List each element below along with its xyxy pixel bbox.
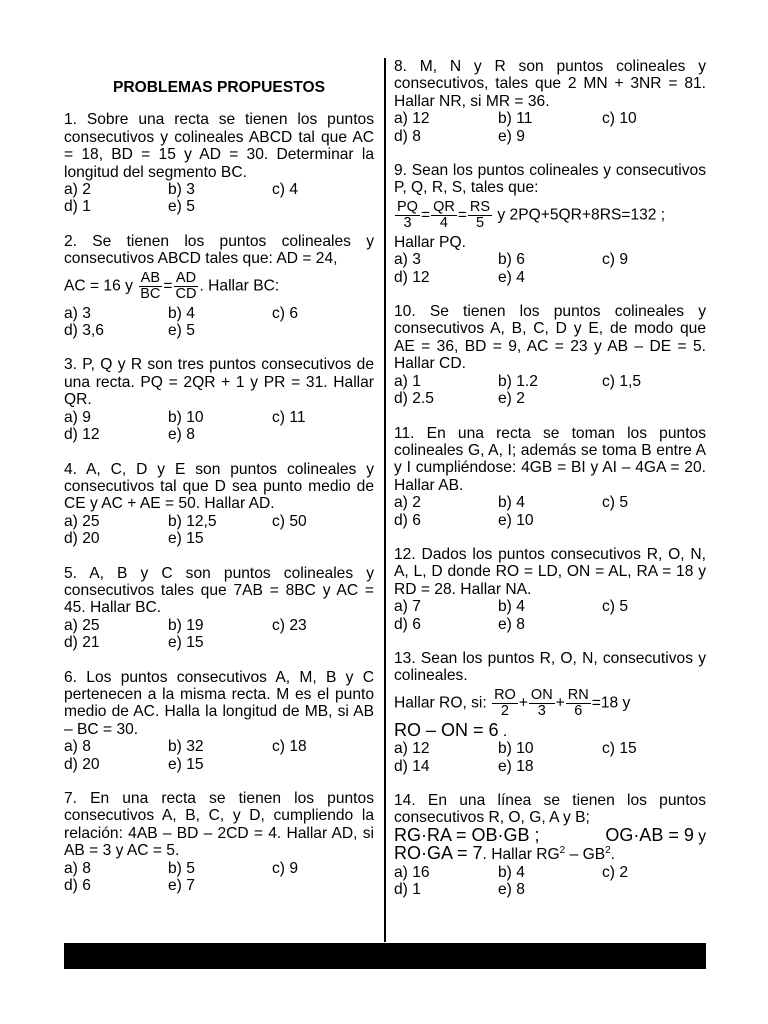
equation-tail: y 2PQ+5QR+8RS=132 ; (493, 206, 666, 224)
equation-and: y (693, 827, 706, 845)
problem-question: Hallar PQ. (394, 233, 466, 251)
option-a: a) 25 (64, 616, 100, 634)
option-e: e) 8 (498, 615, 525, 633)
option-c: c) 10 (602, 110, 637, 128)
answer-options (394, 373, 706, 408)
option-b: b) 3 (168, 181, 195, 199)
option-c: c) 9 (272, 859, 298, 877)
option-e: e) 7 (168, 877, 195, 895)
problem-statement: 10. Se tienen los puntos colineales y consecutivos A, B, C, D y E, de modo que AE = 36, BD = 9, AC = 23 y AB – DE = 5. Hallar CD. (394, 303, 706, 373)
option-b: b) 6 (498, 251, 525, 269)
denominator: 5 (475, 214, 485, 231)
equation-rhs: =18 y (591, 694, 631, 712)
equation-end: . (498, 722, 508, 740)
denominator: 3 (403, 214, 412, 231)
numerator: AD (175, 269, 197, 286)
answer-options (394, 864, 706, 899)
equals-sign: = (457, 206, 467, 224)
problem-statement: 3. P, Q y R son tres puntos consecutivos de una recta. PQ = 2QR + 1 y PR = 31. Hallar QR. (64, 356, 374, 409)
denominator: 2 (500, 702, 509, 719)
plus-sign: + (555, 694, 565, 712)
option-c: c) 9 (602, 251, 628, 269)
fraction-ad-cd (174, 271, 199, 302)
option-e: e) 5 (168, 198, 195, 216)
problem-14 (394, 792, 706, 898)
problem-statement: 12. Dados los puntos consecutivos R, O, N, A, L, D donde RO = LD, ON = AL, RA = 18 y RD = 28. Hallar NA. (394, 545, 706, 598)
option-d: d) 20 (64, 530, 100, 548)
problem-statement: 8. M, N y R son puntos colineales y consecutivos, tales que 2 MN + 3NR = 81. Hallar NR, si MR = 36. (394, 58, 706, 110)
option-b: b) 12,5 (168, 512, 217, 530)
option-b: b) 19 (168, 616, 204, 634)
option-b: b) 4 (498, 494, 525, 512)
question-part-3: . (610, 846, 616, 864)
option-d: d) 8 (394, 127, 421, 145)
equation-ro-on: RO – ON = 6 (394, 719, 499, 740)
option-a: a) 9 (64, 408, 91, 426)
equation-line-2 (394, 845, 706, 863)
option-c: c) 50 (272, 512, 307, 530)
option-e: e) 5 (168, 322, 195, 340)
answer-options (64, 617, 374, 652)
numerator: RO (494, 686, 516, 703)
answer-options (64, 181, 374, 216)
problem-6 (64, 669, 374, 773)
denominator: CD (175, 285, 197, 302)
option-e: e) 10 (498, 511, 534, 529)
option-b: b) 4 (498, 863, 525, 881)
fraction-rn (566, 688, 591, 719)
equals-sign: = (163, 277, 173, 295)
problem-12 (394, 546, 706, 633)
option-b: b) 5 (168, 859, 195, 877)
footer-bar (64, 943, 706, 969)
equation-rg-ra: RG·RA = OB·GB ; (394, 824, 540, 845)
option-d: d) 1 (394, 881, 421, 899)
left-column (64, 58, 374, 911)
question-part-2: – GB (565, 846, 606, 864)
option-b: b) 10 (168, 408, 204, 426)
option-b: b) 1.2 (498, 372, 538, 390)
column-divider (384, 58, 386, 942)
answer-options (394, 598, 706, 633)
option-a: a) 2 (64, 181, 91, 199)
option-a: a) 3 (64, 304, 91, 322)
equation-line (394, 200, 706, 231)
problem-5 (64, 565, 374, 652)
fraction-ab-bc (138, 271, 162, 302)
fraction-pq (395, 200, 420, 231)
option-c: c) 1,5 (602, 372, 641, 390)
denominator: 3 (537, 702, 546, 719)
problem-statement: 9. Sean los puntos colineales y consecutivos P, Q, R, S, tales que: (394, 162, 706, 197)
option-c: c) 11 (272, 408, 306, 426)
equation-line (394, 688, 706, 719)
option-c: c) 6 (272, 304, 298, 322)
answer-options (394, 740, 706, 775)
answer-options (64, 409, 374, 444)
option-a: a) 12 (394, 110, 430, 128)
equation-ro-ga: RO·GA = 7 (394, 843, 483, 864)
problem-statement: 2. Se tienen los puntos colineales y consecutivos ABCD tales que: AD = 24, (64, 232, 374, 268)
problem-statement: 5. A, B y C son puntos colineales y consecutivos tales que 7AB = 8BC y AC = 45. Hallar BC. (64, 564, 374, 617)
problem-11 (394, 425, 706, 529)
problem-statement: 13. Sean los puntos R, O, N, consecutivos y colineales. (394, 649, 706, 685)
option-b: b) 4 (498, 598, 525, 616)
option-e: e) 8 (168, 426, 195, 444)
option-c: c) 5 (602, 494, 628, 512)
fraction-rs (468, 200, 492, 231)
numerator: ON (530, 686, 553, 703)
numerator: RN (567, 686, 589, 703)
option-e: e) 2 (498, 390, 525, 408)
answer-options (394, 494, 706, 529)
superscript: 2 (605, 845, 611, 857)
problem-13 (394, 650, 706, 775)
superscript: 2 (559, 845, 566, 857)
equation-prefix: AC = 16 y (64, 277, 133, 295)
problem-8 (394, 58, 706, 145)
equation-line-2 (394, 719, 706, 740)
problem-10 (394, 303, 706, 407)
answer-options (394, 251, 706, 286)
answer-options (64, 513, 374, 548)
option-e: e) 15 (168, 530, 204, 548)
option-a: a) 1 (394, 372, 421, 390)
numerator: AB (140, 269, 161, 286)
problem-statement: 4. A, C, D y E son puntos colineales y consecutivos tal que D sea punto medio de CE y AC + AE = 50. Hallar AD. (64, 460, 374, 513)
problem-2 (64, 233, 374, 340)
fraction-on (529, 688, 555, 719)
option-d: d) 12 (394, 268, 430, 286)
option-a: a) 16 (394, 863, 430, 881)
option-d: d) 3,6 (64, 322, 104, 340)
option-b: b) 10 (498, 740, 534, 758)
numerator: PQ (397, 198, 418, 215)
answer-options (64, 860, 374, 895)
problem-1 (64, 111, 374, 215)
answer-options (64, 305, 374, 340)
answer-options (394, 110, 706, 145)
option-b: b) 11 (498, 110, 533, 128)
option-e: e) 9 (498, 127, 525, 145)
numerator: QR (433, 198, 455, 215)
fraction-ro (492, 688, 518, 719)
equation-line (64, 271, 374, 302)
option-d: d) 6 (394, 511, 421, 529)
option-c: c) 18 (272, 738, 307, 756)
option-d: d) 6 (64, 877, 91, 895)
option-e: e) 18 (498, 757, 534, 775)
option-c: c) 5 (602, 598, 628, 616)
equals-sign: = (420, 206, 431, 224)
option-d: d) 1 (64, 198, 91, 216)
problem-7 (64, 790, 374, 894)
option-b: b) 4 (168, 304, 195, 322)
answer-options (64, 738, 374, 773)
equation-suffix: . Hallar BC: (199, 277, 280, 295)
option-c: c) 15 (602, 740, 637, 758)
option-e: e) 4 (498, 268, 525, 286)
denominator: BC (140, 285, 161, 302)
problem-statement: 11. En una recta se toman los puntos colineales G, A, I; además se toma B entre A y I cumpliéndose: 4GB = BI y AI – 4GA = 20. Hallar AB. (394, 424, 706, 494)
problem-statement: 1. Sobre una recta se tienen los puntos consecutivos y colineales ABCD tal que AC = 18, BD = 15 y AD = 30. Determinar la longitud del segmento BC. (64, 111, 374, 181)
problem-statement: 6. Los puntos consecutivos A, M, B y C pertenecen a la misma recta. M es el punto medio de AC. Halla la longitud de MB, si AB – BC = 30. (64, 668, 374, 738)
option-a: a) 3 (394, 251, 421, 269)
problem-9 (394, 162, 706, 286)
equation-og-ab: OG·AB = 9 (605, 824, 694, 845)
problem-statement: 7. En una recta se tienen los puntos consecutivos A, B, C, y D, cumpliendo la relación: 4AB – BD – 2CD = 4. Hallar AD, si AB = 3 y AC = 5. (64, 790, 374, 860)
option-a: a) 8 (64, 738, 91, 756)
numerator: RS (469, 198, 491, 215)
problem-3 (64, 356, 374, 443)
option-e: e) 8 (498, 881, 525, 899)
right-column (394, 58, 706, 915)
equation-prefix: Hallar RO, si: (394, 694, 487, 712)
problem-4 (64, 461, 374, 548)
option-d: d) 14 (394, 757, 430, 775)
problem-statement: 14. En una línea se tienen los puntos consecutivos R, O, G, A y B; (394, 792, 706, 827)
option-a: a) 8 (64, 859, 91, 877)
option-a: a) 12 (394, 740, 430, 758)
option-d: d) 6 (394, 615, 421, 633)
option-d: d) 21 (64, 634, 100, 652)
option-a: a) 7 (394, 598, 421, 616)
option-d: d) 2.5 (394, 390, 434, 408)
option-a: a) 25 (64, 512, 100, 530)
option-b: b) 32 (168, 738, 204, 756)
option-d: d) 20 (64, 755, 100, 773)
denominator: 6 (574, 702, 583, 719)
option-d: d) 12 (64, 426, 100, 444)
option-e: e) 15 (168, 755, 204, 773)
plus-sign: + (518, 694, 528, 712)
page-title: PROBLEMAS PROPUESTOS (113, 79, 325, 96)
option-c: c) 2 (602, 863, 628, 881)
question-part-1: . Hallar RG (482, 846, 560, 864)
option-e: e) 15 (168, 634, 204, 652)
fraction-qr (431, 200, 457, 231)
option-c: c) 4 (272, 181, 298, 199)
option-c: c) 23 (272, 616, 307, 634)
denominator: 4 (439, 214, 448, 231)
option-a: a) 2 (394, 494, 421, 512)
